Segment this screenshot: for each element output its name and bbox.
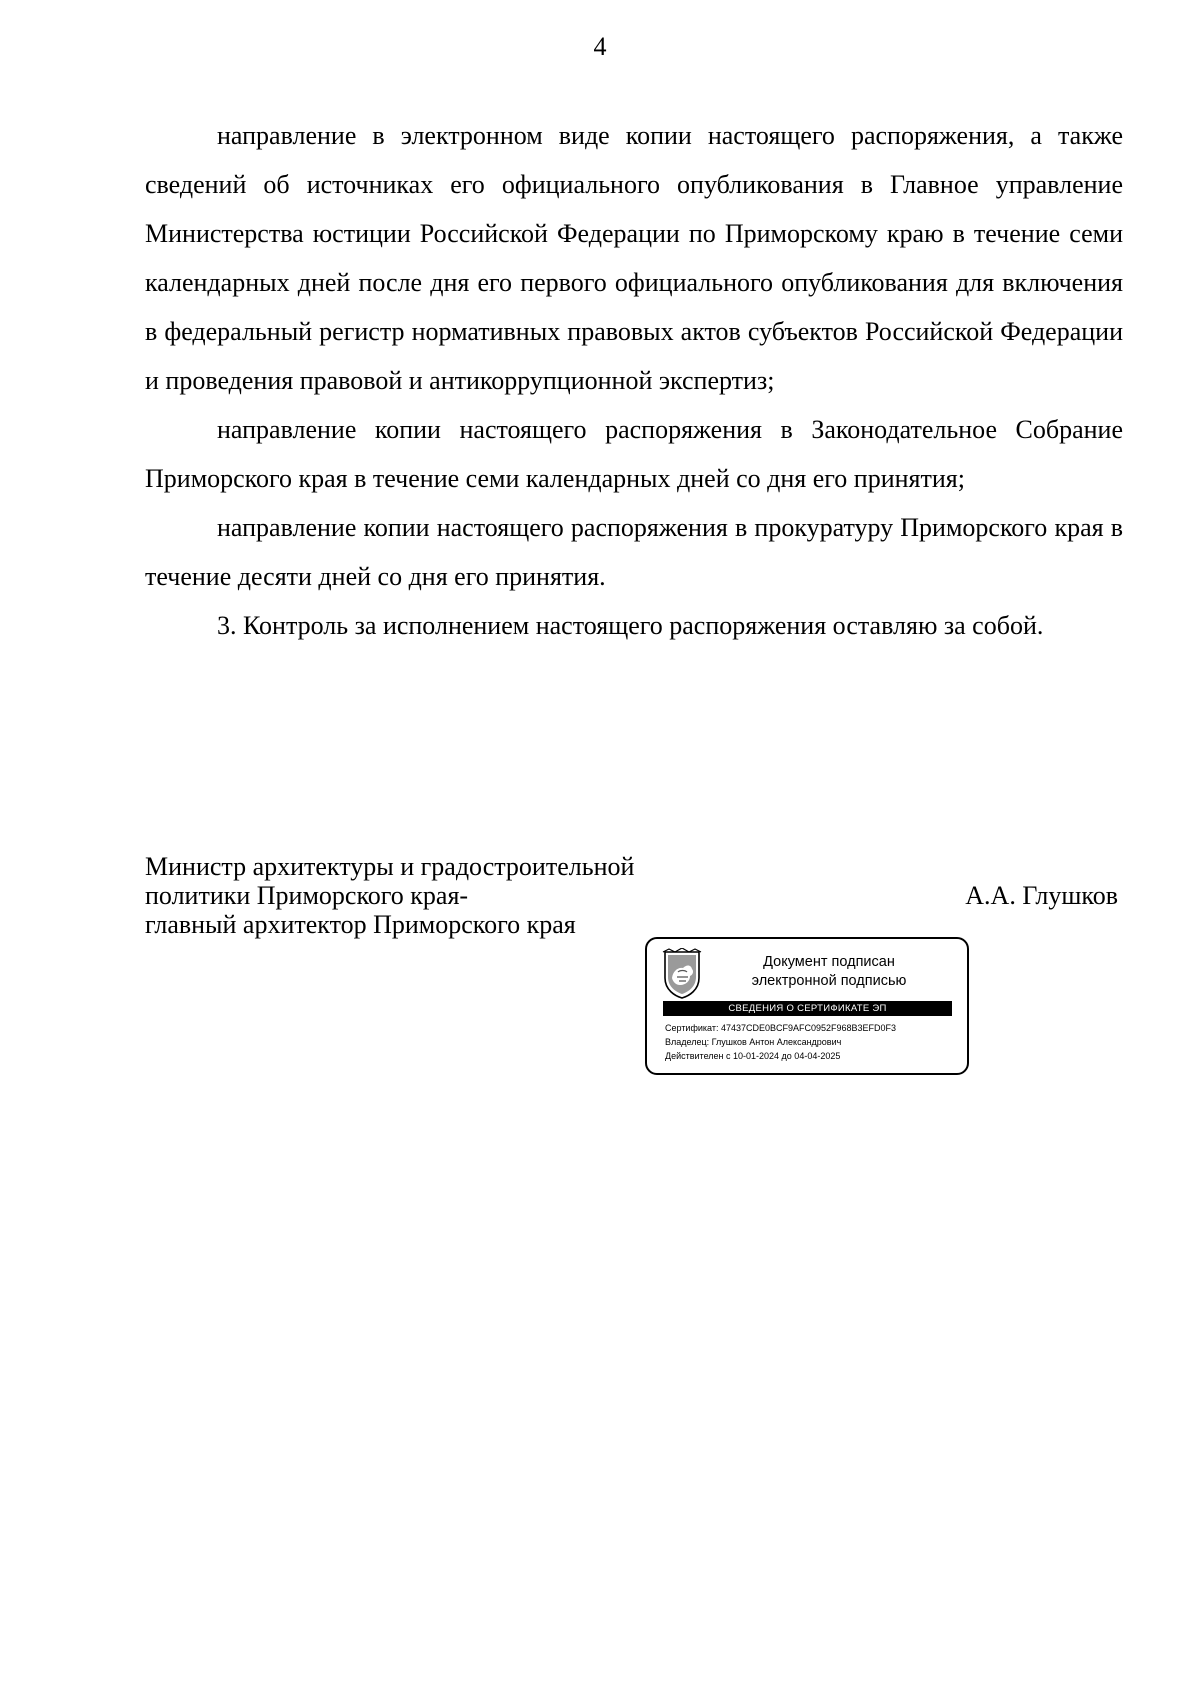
stamp-title-line: электронной подписью xyxy=(751,973,907,989)
paragraph-legislative-assembly: направление копии настоящего распоряжения в Законодательное Собрание Приморского края в течение семи календарных дней со дня его принятия; xyxy=(145,415,1123,493)
signer-position-line: Министр архитектуры и градостроительной xyxy=(145,852,635,881)
signer-position-line: политики Приморского края- xyxy=(145,881,469,910)
certificate-section-header: СВЕДЕНИЯ О СЕРТИФИКАТЕ ЭП xyxy=(663,1001,952,1016)
paragraph-prosecutor-office: направление копии настоящего распоряжения в прокуратуру Приморского края в течение десяти дней со дня его принятия. xyxy=(145,513,1123,591)
body-text xyxy=(145,111,1123,650)
signer-name: А.А. Глушков xyxy=(965,881,1118,910)
certificate-owner: Владелец: Глушков Антон Александрович xyxy=(665,1037,842,1047)
signer-position xyxy=(145,852,634,939)
certificate-validity: Действителен с 10-01-2024 до 04-04-2025 xyxy=(665,1051,841,1061)
stamp-title-line: Документ подписан xyxy=(763,954,895,970)
paragraph-control: 3. Контроль за исполнением настоящего распоряжения оставляю за собой. xyxy=(217,611,1044,640)
certificate-number: Сертификат: 47437CDE0BCF9AFC0952F968B3EFD0F3 xyxy=(665,1023,897,1033)
electronic-signature-stamp xyxy=(645,937,969,1075)
paragraph-registry-submission: направление в электронном виде копии настоящего распоряжения, а также сведений об источниках его официального опубликования в Главное управление Министерства юстиции Российской Федерации по Приморскому краю в течение семи календарных дней после дня его первого официального опубликования для включения в федеральный регистр нормативных правовых актов субъектов Российской Федерации и проведения правовой и антикоррупционной экспертиз; xyxy=(145,121,1123,395)
page-number: 4 xyxy=(593,32,607,61)
coat-of-arms-icon xyxy=(661,948,703,1000)
certificate-details xyxy=(665,1021,896,1063)
signer-position-line: главный архитектор Приморского края xyxy=(145,910,576,939)
stamp-title xyxy=(709,953,949,991)
